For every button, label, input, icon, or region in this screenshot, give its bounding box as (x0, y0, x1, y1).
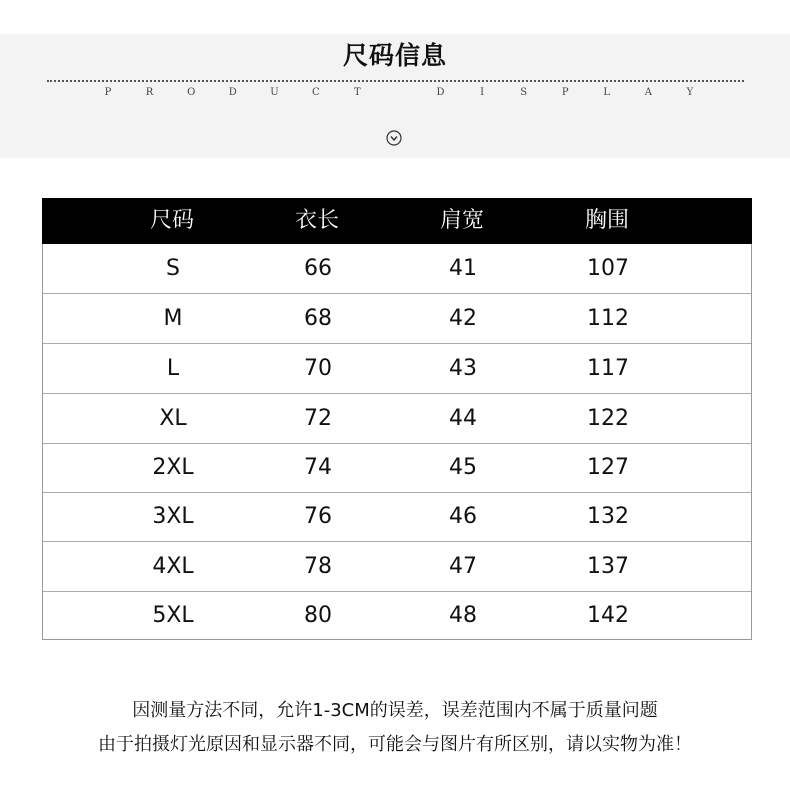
table-row (43, 443, 751, 493)
chevron-down-circle-icon (386, 130, 402, 146)
header-chest: 胸围 (584, 208, 629, 233)
cell-length: 70 (304, 356, 332, 381)
subtitle-letter: D (228, 87, 237, 98)
note-line-1: 因测量方法不同，允许1-3CM的误差，误差范围内不属于质量问题 (132, 700, 658, 721)
subtitle-letter: A (644, 87, 652, 98)
subtitle-letter: R (145, 87, 154, 98)
cell-size: 4XL (152, 554, 194, 579)
table-row (43, 344, 751, 394)
subtitle-letter: P (561, 87, 569, 98)
table-row (43, 294, 751, 344)
note-line-2: 由于拍摄灯光原因和显示器不同，可能会与图片有所区别，请以实物为准！ (98, 734, 692, 755)
product-display-subtitle (104, 87, 694, 98)
cell-shoulder: 43 (449, 356, 477, 381)
cell-chest: 107 (587, 256, 629, 281)
table-header (42, 198, 752, 244)
cell-length: 76 (304, 504, 332, 529)
cell-chest: 132 (587, 504, 629, 529)
subtitle-letter: T (354, 87, 361, 98)
cell-size: M (163, 306, 183, 331)
size-table (42, 198, 752, 641)
cell-shoulder: 48 (449, 603, 477, 628)
subtitle-gap (395, 87, 403, 98)
cell-shoulder: 45 (449, 455, 477, 480)
cell-shoulder: 41 (449, 256, 477, 281)
dotted-divider (47, 80, 744, 82)
page-title: 尺码信息 (342, 41, 447, 70)
measurement-notes (0, 694, 790, 762)
table-row (43, 542, 751, 592)
header-size: 尺码 (149, 208, 194, 233)
subtitle-letter: L (603, 87, 611, 98)
header-shoulder: 肩宽 (439, 208, 484, 233)
cell-chest: 112 (587, 306, 629, 331)
cell-shoulder: 42 (449, 306, 477, 331)
cell-size: L (166, 356, 180, 381)
header-length: 衣长 (294, 208, 339, 233)
cell-chest: 117 (587, 356, 629, 381)
cell-shoulder: 46 (449, 504, 477, 529)
cell-size: 3XL (152, 504, 194, 529)
subtitle-letter: I (480, 87, 485, 98)
cell-size: S (166, 256, 180, 281)
cell-size: 2XL (152, 455, 194, 480)
cell-size: XL (159, 406, 187, 431)
table-body (42, 244, 752, 640)
cell-shoulder: 44 (449, 406, 477, 431)
cell-length: 68 (304, 306, 332, 331)
table-row (43, 591, 751, 640)
subtitle-letter: C (311, 87, 320, 98)
subtitle-letter: D (436, 87, 445, 98)
cell-chest: 137 (587, 554, 629, 579)
cell-length: 72 (304, 406, 332, 431)
table-row (43, 244, 751, 294)
cell-length: 66 (304, 256, 332, 281)
cell-chest: 142 (587, 603, 629, 628)
cell-length: 78 (304, 554, 332, 579)
cell-size: 5XL (152, 603, 194, 628)
cell-length: 80 (304, 603, 332, 628)
table-row (43, 492, 751, 542)
cell-chest: 127 (587, 455, 629, 480)
subtitle-letter: U (270, 87, 279, 98)
subtitle-letter: S (520, 87, 528, 98)
table-row (43, 394, 751, 444)
cell-length: 74 (304, 455, 332, 480)
subtitle-letter: P (104, 87, 112, 98)
cell-chest: 122 (587, 406, 629, 431)
subtitle-letter: O (187, 87, 196, 98)
cell-shoulder: 47 (449, 554, 477, 579)
subtitle-letter: Y (686, 87, 694, 98)
